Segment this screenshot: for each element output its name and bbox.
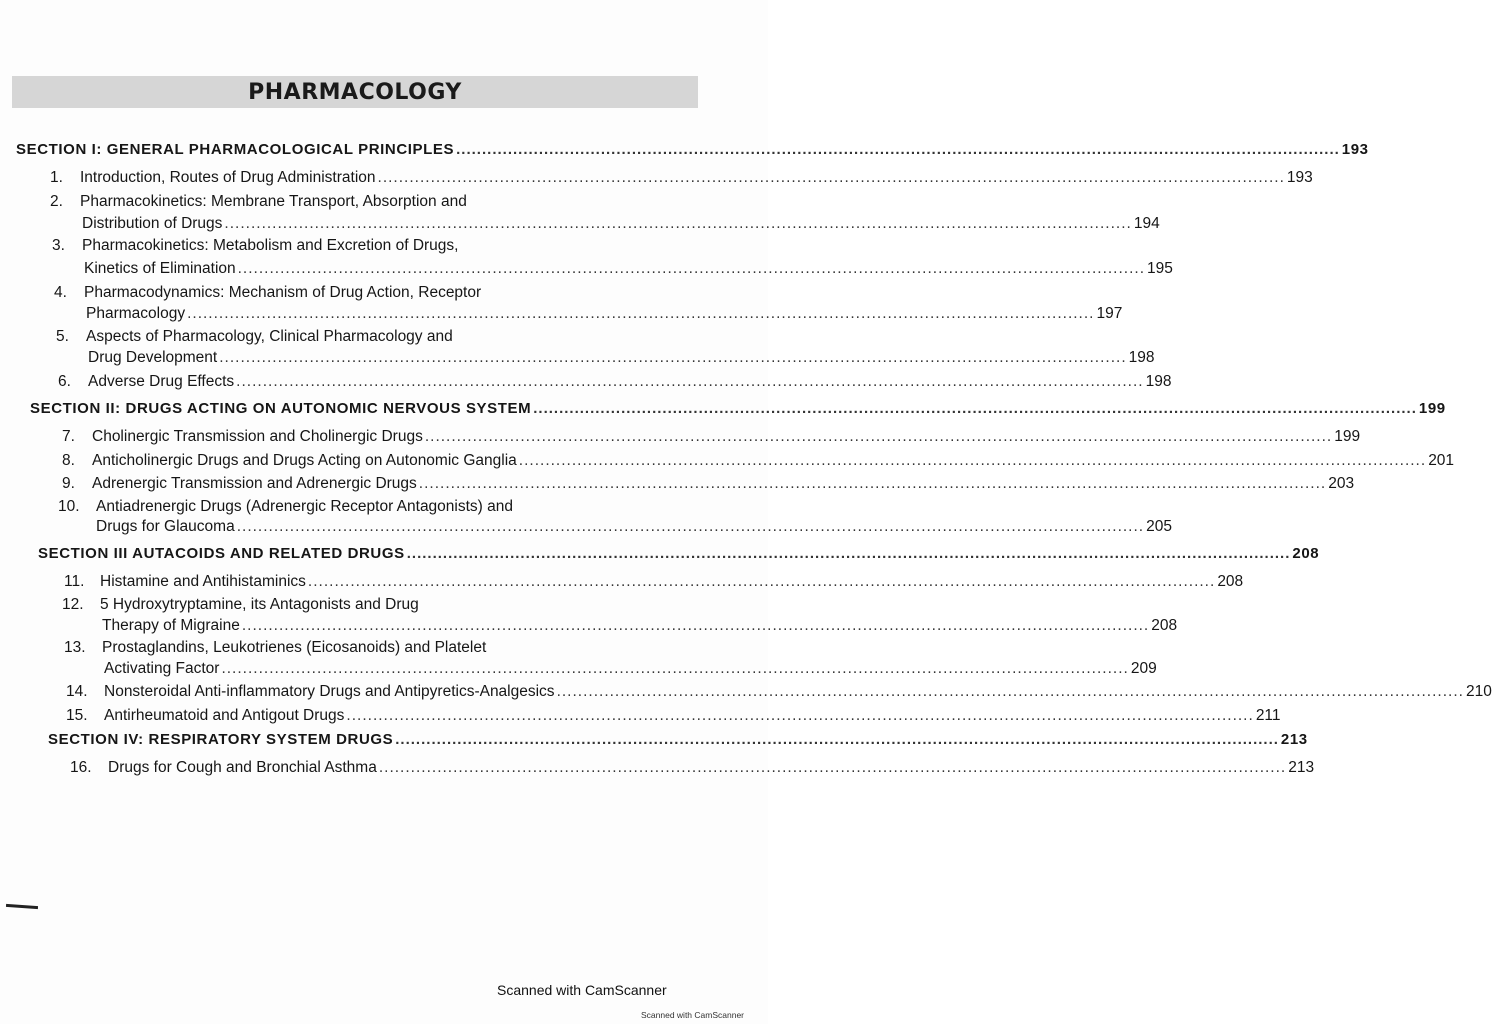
toc-entry [58, 373, 1172, 395]
page-number: 195 [1147, 260, 1173, 277]
chapter-number: 3. [52, 237, 65, 254]
chapter-title-cont: Drug Development [88, 349, 218, 366]
chapter-title: Pharmacokinetics: Membrane Transport, Absorption and [80, 193, 467, 210]
dot-leader: ........................................................................................................................................................................... [241, 617, 1150, 634]
chapter-title: Anticholinergic Drugs and Drugs Acting on Autonomic Ganglia [92, 452, 517, 469]
toc-entry [84, 260, 1173, 282]
scanner-watermark-small: Scanned with CamScanner [641, 1010, 745, 1020]
chapter-title: Adrenergic Transmission and Adrenergic Drugs [92, 475, 417, 492]
title-banner [12, 76, 698, 108]
chapter-title-cont: Therapy of Migraine [102, 617, 240, 634]
page-number: 199 [1334, 428, 1361, 445]
dot-leader: ........................................................................................................................................................................... [377, 169, 1285, 186]
dot-leader: ........................................................................................................................................................................... [518, 452, 1427, 469]
dot-leader: ........................................................................................................................................................................... [533, 400, 1417, 417]
chapter-number: 12. [62, 596, 84, 613]
dot-leader: ........................................................................................................................................................................... [346, 707, 1254, 724]
toc-entry [96, 518, 1172, 540]
chapter-number: 1. [50, 169, 63, 186]
page-number: 208 [1151, 617, 1178, 634]
dot-leader: ........................................................................................................................................................................... [424, 428, 1333, 445]
toc-entry-line [58, 498, 513, 520]
page-number: 197 [1096, 305, 1123, 322]
toc-entry [62, 452, 1455, 474]
chapter-title: Drugs for Cough and Bronchial Asthma [108, 759, 377, 776]
toc-entry-line [54, 284, 481, 306]
chapter-title: Introduction, Routes of Drug Administration [80, 169, 376, 186]
margin-pen-mark [6, 904, 38, 909]
page-number: 201 [1428, 452, 1455, 469]
toc-entry [88, 349, 1155, 371]
toc-entry-line [56, 328, 453, 350]
chapter-number: 10. [58, 498, 80, 515]
dot-leader: ........................................................................................................................................................................... [556, 683, 1464, 700]
chapter-number: 5. [56, 328, 69, 345]
page-number: 198 [1128, 349, 1155, 366]
chapter-title: Adverse Drug Effects [88, 373, 235, 390]
dot-leader: ........................................................................................................................................................................... [224, 215, 1132, 232]
dot-leader: ........................................................................................................................................................................... [219, 349, 1127, 366]
chapter-title: Pharmacokinetics: Metabolism and Excretion of Drugs, [82, 237, 459, 254]
page-number: 198 [1145, 373, 1172, 390]
chapter-title: Aspects of Pharmacology, Clinical Pharmacology and [86, 328, 453, 345]
chapter-title-cont: Distribution of Drugs [82, 215, 223, 232]
page-number: 209 [1130, 660, 1157, 677]
chapter-number: 14. [66, 683, 88, 700]
dot-leader: ........................................................................................................................................................................... [236, 518, 1145, 535]
page-number: 203 [1328, 475, 1355, 492]
page-number: 208 [1217, 573, 1244, 590]
chapter-number: 8. [62, 452, 75, 469]
dot-leader: ........................................................................................................................................................................... [307, 573, 1216, 590]
toc-entry [64, 573, 1244, 595]
page-title: PHARMACOLOGY [248, 79, 462, 105]
chapter-number: 13. [64, 639, 86, 656]
toc-entry [104, 660, 1157, 682]
toc-entry [66, 683, 1492, 705]
page-number: 205 [1146, 518, 1172, 535]
chapter-title-cont: Activating Factor [104, 660, 220, 677]
dot-leader: ........................................................................................................................................................................... [237, 260, 1146, 277]
toc-entry [86, 305, 1123, 327]
section-heading [38, 545, 1320, 567]
dot-leader: ........................................................................................................................................................................... [456, 141, 1340, 158]
toc-entry [62, 428, 1361, 450]
chapter-title-cont: Kinetics of Elimination [84, 260, 236, 277]
page-number: 211 [1255, 707, 1281, 724]
chapter-number: 11. [64, 573, 85, 590]
scanner-watermark: Scanned with CamScanner [497, 982, 667, 998]
toc-entry-line [52, 237, 458, 259]
section-heading [30, 400, 1446, 422]
chapter-title-cont: Drugs for Glaucoma [96, 518, 235, 535]
page-number: 213 [1288, 759, 1315, 776]
toc-entry-line [62, 596, 419, 618]
toc-entry [70, 759, 1315, 781]
page-number: 210 [1465, 683, 1492, 700]
page-number: 194 [1133, 215, 1160, 232]
chapter-number: 4. [54, 284, 67, 301]
chapter-title: Pharmacodynamics: Mechanism of Drug Action, Receptor [84, 284, 482, 301]
chapter-number: 7. [62, 428, 75, 445]
chapter-title: Prostaglandins, Leukotrienes (Eicosanoids) and Platelet [102, 639, 487, 656]
dot-leader: ........................................................................................................................................................................... [378, 759, 1287, 776]
chapter-number: 2. [50, 193, 63, 210]
dot-leader: ........................................................................................................................................................................... [418, 475, 1327, 492]
page-number: 213 [1280, 731, 1308, 748]
toc-entry-line [64, 639, 486, 661]
section-title: SECTION IV: RESPIRATORY SYSTEM DRUGS [48, 731, 394, 748]
dot-leader: ........................................................................................................................................................................... [395, 731, 1279, 748]
chapter-title: Histamine and Antihistaminics [100, 573, 306, 590]
page-number: 193 [1341, 141, 1369, 158]
chapter-title: Cholinergic Transmission and Cholinergic Drugs [92, 428, 423, 445]
page-number: 193 [1286, 169, 1313, 186]
section-title: SECTION I: GENERAL PHARMACOLOGICAL PRINCIPLES [16, 141, 455, 158]
section-heading [16, 141, 1369, 163]
section-heading [48, 731, 1308, 753]
chapter-number: 6. [58, 373, 71, 390]
chapter-number: 15. [66, 707, 88, 724]
dot-leader: ........................................................................................................................................................................... [187, 305, 1095, 322]
toc-entry [102, 617, 1178, 639]
toc-entry [82, 215, 1160, 237]
dot-leader: ........................................................................................................................................................................... [236, 373, 1144, 390]
chapter-title: Nonsteroidal Anti-inflammatory Drugs and Antipyretics-Analgesics [104, 683, 555, 700]
toc-entry-line [50, 193, 467, 215]
section-title: SECTION III AUTACOIDS AND RELATED DRUGS [38, 545, 405, 562]
chapter-title: Antiadrenergic Drugs (Adrenergic Receptor Antagonists) and [96, 498, 514, 515]
dot-leader: ........................................................................................................................................................................... [406, 545, 1291, 562]
toc-entry [62, 475, 1355, 497]
section-title: SECTION II: DRUGS ACTING ON AUTONOMIC NERVOUS SYSTEM [30, 400, 532, 417]
toc-entry [50, 169, 1313, 191]
page-number: 199 [1418, 400, 1446, 417]
toc-entry [66, 707, 1281, 729]
chapter-number: 9. [62, 475, 75, 492]
chapter-title: Antirheumatoid and Antigout Drugs [104, 707, 345, 724]
page-number: 208 [1292, 545, 1320, 562]
dot-leader: ........................................................................................................................................................................... [221, 660, 1129, 677]
chapter-title-cont: Pharmacology [86, 305, 186, 322]
chapter-number: 16. [70, 759, 92, 776]
chapter-title: 5 Hydroxytryptamine, its Antagonists and Drug [100, 596, 419, 613]
